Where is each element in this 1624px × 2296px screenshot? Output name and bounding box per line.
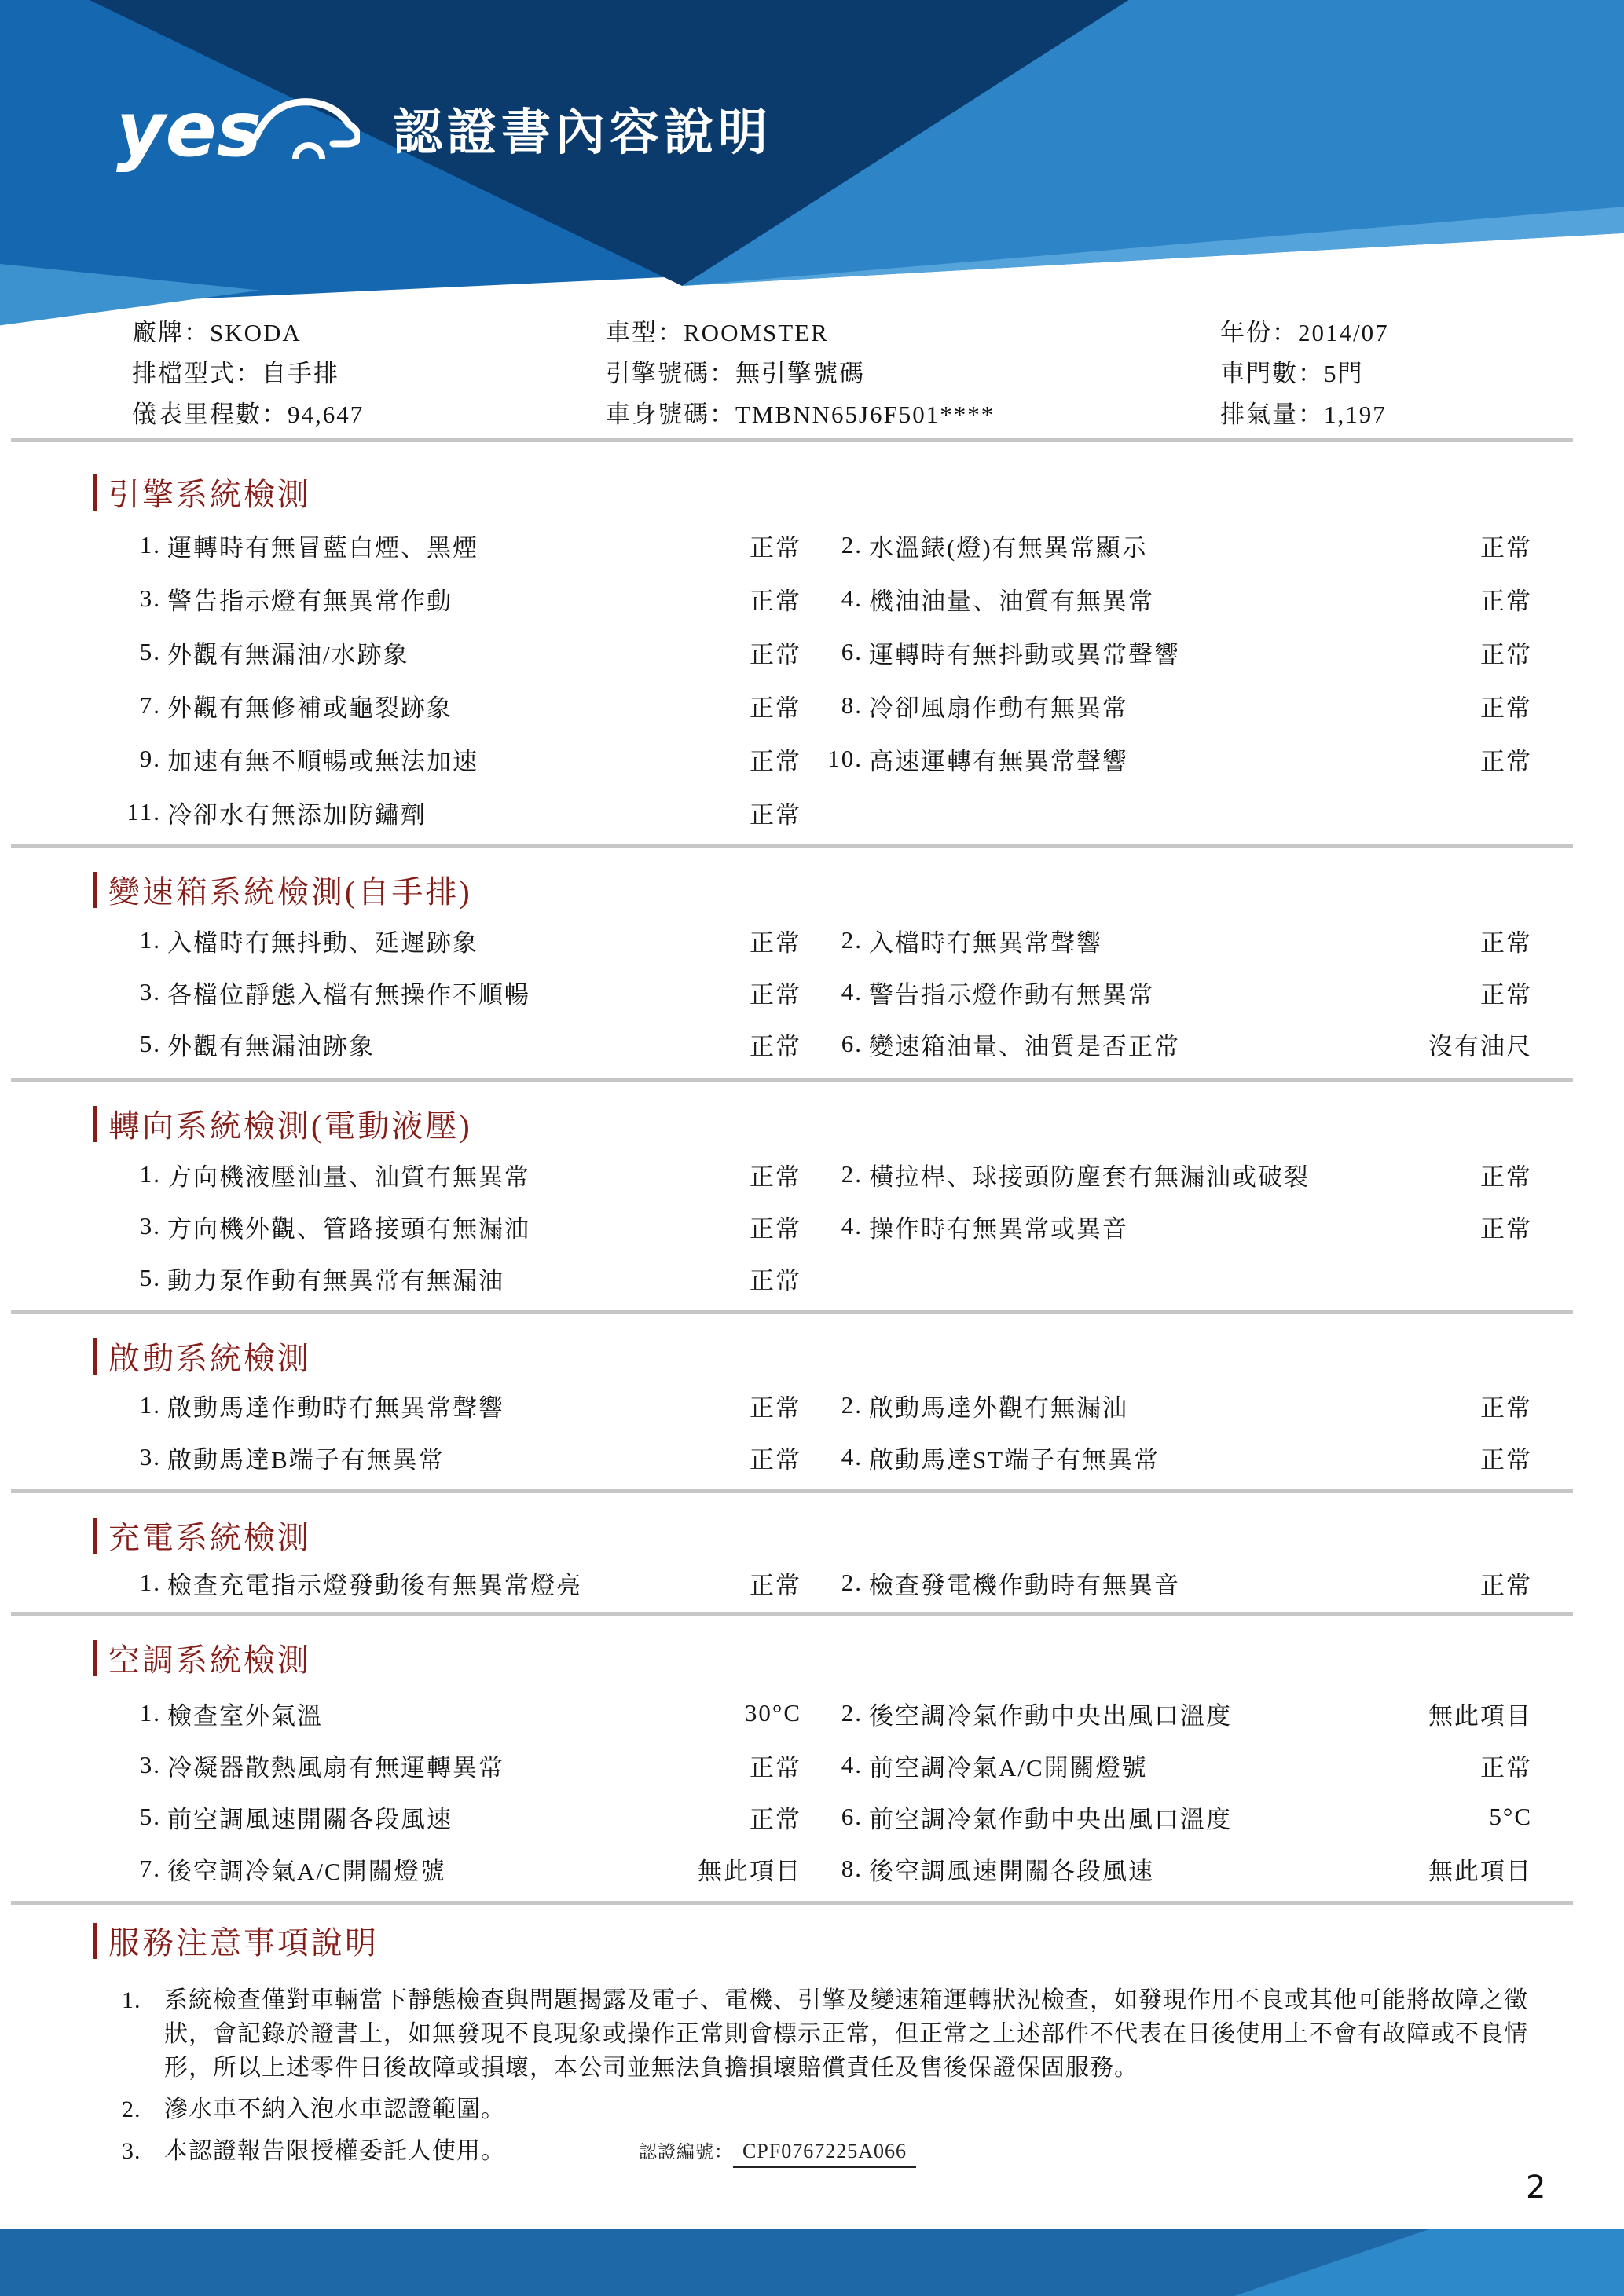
check-row xyxy=(0,966,1624,1018)
check-item-text: 外觀有無修補或龜裂跡象 xyxy=(167,694,453,722)
check-item-text: 變速箱油量、油質是否正常 xyxy=(869,1032,1180,1060)
check-row xyxy=(0,1252,1624,1304)
check-item-text: 啟動馬達外觀有無漏油 xyxy=(869,1393,1128,1422)
check-item-number: 1. xyxy=(139,531,161,558)
check-result: 正常 xyxy=(1480,1753,1532,1782)
check-result: 正常 xyxy=(1480,1571,1532,1599)
check-item-text: 啟動馬達作動時有無異常聲響 xyxy=(167,1393,504,1422)
note-number: 1. xyxy=(122,1987,141,2013)
section-title-text: 充電系統檢測 xyxy=(108,1520,311,1555)
check-item xyxy=(823,1843,1355,1895)
check-item-text: 高速運轉有無異常聲響 xyxy=(869,747,1128,775)
check-item-number: 4. xyxy=(841,1443,863,1470)
check-result: 正常 xyxy=(1480,980,1532,1009)
check-item-number: 6. xyxy=(841,1030,863,1057)
info-儀表里程數: 儀表里程數：94,647 xyxy=(132,401,365,428)
check-result: 正常 xyxy=(750,694,801,722)
check-item-number: 3. xyxy=(139,584,161,612)
section-title-text: 啟動系統檢測 xyxy=(108,1341,311,1376)
check-result: 正常 xyxy=(1480,533,1532,562)
check-item xyxy=(122,679,653,732)
check-row xyxy=(0,732,1624,785)
check-item-text: 後空調冷氣A/C開關燈號 xyxy=(167,1857,446,1885)
check-item xyxy=(122,1252,653,1304)
check-result: 正常 xyxy=(750,1445,801,1474)
check-item-number: 4. xyxy=(841,1751,863,1778)
section-title-text: 引擎系統檢測 xyxy=(108,477,311,512)
check-result: 正常 xyxy=(750,587,801,615)
note-item xyxy=(122,2093,1567,2126)
check-row xyxy=(0,1843,1624,1895)
check-item-text: 啟動馬達B端子有無異常 xyxy=(167,1445,445,1474)
section-title-text: 變速箱系統檢測(自手排) xyxy=(108,874,472,910)
info-車型: 車型：ROOMSTER xyxy=(606,319,829,346)
check-item-number: 4. xyxy=(841,1212,863,1240)
check-item-text: 前空調冷氣A/C開關燈號 xyxy=(869,1753,1148,1782)
section-title xyxy=(93,867,472,912)
section-title-bar xyxy=(93,872,97,908)
check-item-text: 操作時有無異常或異音 xyxy=(869,1214,1128,1243)
section-title-bar xyxy=(93,1338,97,1375)
check-item xyxy=(823,572,1355,625)
check-item xyxy=(122,1739,653,1791)
check-result: 正常 xyxy=(750,800,801,829)
check-result: 正常 xyxy=(750,1571,801,1599)
note-item xyxy=(122,2134,1567,2168)
check-result: 正常 xyxy=(750,1753,801,1782)
check-item-text: 入檔時有無抖動、延遲跡象 xyxy=(167,928,478,957)
check-item-number: 7. xyxy=(139,691,161,719)
check-item-number: 10. xyxy=(827,745,863,772)
info-車身號碼: 車身號碼：TMBNN65J6F501**** xyxy=(606,401,995,428)
check-item-text: 冷卻風扇作動有無異常 xyxy=(869,694,1128,722)
check-item-text: 冷卻水有無添加防鏽劑 xyxy=(167,800,427,829)
check-item xyxy=(122,914,653,966)
check-item-number: 2. xyxy=(841,531,863,558)
check-result: 正常 xyxy=(750,1393,801,1422)
footer-shape-dark xyxy=(0,2229,1624,2296)
car-wheel-icon xyxy=(295,145,322,159)
certification-number-value: CPF0767225A066 xyxy=(733,2137,916,2168)
check-item-text: 動力泵作動有無異常有無漏油 xyxy=(167,1266,504,1294)
check-item-number: 2. xyxy=(841,1699,863,1727)
check-item-number: 6. xyxy=(841,1803,863,1830)
check-item xyxy=(823,732,1355,785)
notes-section-title xyxy=(93,1918,1624,1963)
yes-car-logo xyxy=(116,82,360,174)
check-item xyxy=(823,679,1355,732)
check-item xyxy=(823,1557,1355,1609)
check-result: 正常 xyxy=(750,747,801,775)
section-title-bar xyxy=(93,1518,97,1554)
check-result: 正常 xyxy=(1480,694,1532,722)
check-item-text: 後空調風速開關各段風速 xyxy=(869,1857,1154,1885)
info-年份: 年份：2014/07 xyxy=(1220,319,1389,346)
check-item-number: 11. xyxy=(126,798,161,826)
check-item-number: 5. xyxy=(139,1264,161,1291)
check-item xyxy=(122,625,653,679)
check-item-number: 8. xyxy=(841,691,863,719)
section-title-bar xyxy=(93,1640,97,1676)
section-title-bar xyxy=(93,1106,97,1142)
check-item xyxy=(122,1843,653,1895)
check-result: 無此項目 xyxy=(1428,1857,1532,1885)
check-result: 5°C xyxy=(1489,1803,1532,1830)
section-title-text: 空調系統檢測 xyxy=(108,1642,311,1678)
check-item-text: 前空調冷氣作動中央出風口溫度 xyxy=(869,1805,1232,1833)
check-item-text: 檢查發電機作動時有無異音 xyxy=(869,1571,1180,1599)
info-廠牌: 廠牌：SKODA xyxy=(132,319,302,346)
check-item xyxy=(823,914,1355,966)
check-item-number: 1. xyxy=(139,1160,161,1188)
check-item-text: 方向機外觀、管路接頭有無漏油 xyxy=(167,1214,530,1243)
check-result: 無此項目 xyxy=(1428,1701,1532,1730)
check-item xyxy=(823,1687,1355,1739)
section-title-bar xyxy=(93,474,97,511)
check-item xyxy=(122,966,653,1018)
info-引擎號碼: 引擎號碼：無引擎號碼 xyxy=(606,360,865,387)
check-item-number: 2. xyxy=(841,1160,863,1188)
check-item-number: 1. xyxy=(139,1569,161,1596)
check-item xyxy=(823,1431,1355,1483)
check-row xyxy=(0,1739,1624,1791)
check-item xyxy=(823,966,1355,1018)
page-number: 2 xyxy=(1526,2170,1546,2206)
check-result: 正常 xyxy=(1480,1214,1532,1243)
check-item xyxy=(122,1431,653,1483)
check-item-number: 1. xyxy=(139,1391,161,1419)
check-item-number: 3. xyxy=(139,1212,161,1240)
check-item xyxy=(823,1379,1355,1431)
check-item-number: 6. xyxy=(841,638,863,665)
certification-number-block xyxy=(639,2134,916,2168)
check-item-number: 3. xyxy=(139,1443,161,1470)
check-item-number: 5. xyxy=(139,1030,161,1057)
check-item-number: 7. xyxy=(139,1855,161,1882)
check-item-text: 檢查室外氣溫 xyxy=(167,1701,323,1730)
check-result: 正常 xyxy=(750,928,801,957)
check-item-text: 水溫錶(燈)有無異常顯示 xyxy=(869,533,1148,562)
check-item-number: 3. xyxy=(139,978,161,1005)
check-item-number: 2. xyxy=(841,1569,863,1596)
check-result: 正常 xyxy=(1480,747,1532,775)
logo-text: yes xyxy=(116,86,262,174)
check-result: 正常 xyxy=(1480,928,1532,957)
check-row xyxy=(0,679,1624,732)
check-item xyxy=(122,732,653,785)
check-result: 正常 xyxy=(750,1163,801,1191)
check-item-number: 1. xyxy=(139,926,161,954)
car-outline-icon xyxy=(256,102,358,144)
check-item-text: 啟動馬達ST端子有無異常 xyxy=(869,1445,1160,1474)
check-result: 無此項目 xyxy=(698,1857,801,1885)
info-排氣量: 排氣量：1,197 xyxy=(1220,401,1387,428)
check-item xyxy=(122,1148,653,1200)
note-text: 滲水車不納入泡水車認證範圍。 xyxy=(164,2096,505,2122)
note-text: 系統檢查僅對車輛當下靜態檢查與問題揭露及電子、電機、引擎及變速箱運轉狀況檢查，如發現作用不良或其他可能將故障之徵狀，會記錄於證書上，如無發現不良現象或操作正常則會標示正常，但正常之上述部件不代表在日後使用上不會有故障或不良情形，所以上述零件日後故障或損壞，本公司並無法負擔損壞賠償責任及售後保證保固服務。 xyxy=(164,1987,1528,2081)
check-item xyxy=(823,625,1355,679)
check-result: 正常 xyxy=(750,1214,801,1243)
check-row xyxy=(0,914,1624,966)
check-item-text: 外觀有無漏油/水跡象 xyxy=(167,640,409,668)
check-result: 30°C xyxy=(744,1699,801,1727)
section-divider xyxy=(11,1310,1573,1314)
check-item xyxy=(823,1200,1355,1252)
check-item xyxy=(823,1148,1355,1200)
note-number: 2. xyxy=(122,2096,141,2122)
check-row xyxy=(0,518,1624,572)
check-result: 正常 xyxy=(1480,1163,1532,1191)
check-row xyxy=(0,1148,1624,1200)
section-divider xyxy=(11,1078,1573,1082)
certification-number-label: 認證編號： xyxy=(639,2142,733,2162)
check-result: 正常 xyxy=(750,1266,801,1294)
info-排檔型式: 排檔型式：自手排 xyxy=(132,360,339,387)
check-item-text: 加速有無不順暢或無法加速 xyxy=(167,747,478,775)
check-result: 正常 xyxy=(1480,587,1532,615)
section-title xyxy=(93,470,311,514)
check-item-text: 警告指示燈作動有無異常 xyxy=(869,980,1154,1009)
section-title xyxy=(93,1101,472,1146)
section-divider xyxy=(11,1612,1573,1616)
check-item-number: 3. xyxy=(139,1751,161,1778)
check-item-number: 1. xyxy=(139,1699,161,1727)
check-row xyxy=(0,1379,1624,1431)
section-divider xyxy=(11,1489,1573,1493)
check-item xyxy=(122,518,653,572)
check-item-text: 運轉時有無抖動或異常聲響 xyxy=(869,640,1180,668)
check-row xyxy=(0,625,1624,679)
check-result: 正常 xyxy=(750,1805,801,1833)
check-item-text: 方向機液壓油量、油質有無異常 xyxy=(167,1163,530,1191)
check-item xyxy=(122,785,653,839)
check-item xyxy=(122,1200,653,1252)
check-item xyxy=(122,572,653,625)
check-row xyxy=(0,785,1624,839)
check-item xyxy=(122,1018,653,1070)
check-item-text: 運轉時有無冒藍白煙、黑煙 xyxy=(167,533,478,562)
check-item-number: 4. xyxy=(841,978,863,1005)
check-row xyxy=(0,1200,1624,1252)
check-row xyxy=(0,1431,1624,1483)
note-text: 本認證報告限授權委託人使用。 xyxy=(164,2138,505,2164)
section-divider xyxy=(11,438,1573,442)
check-item-number: 9. xyxy=(139,745,161,772)
note-item xyxy=(122,1983,1567,2085)
check-item xyxy=(122,1791,653,1843)
info-車門數: 車門數：5門 xyxy=(1220,360,1364,387)
check-item-text: 後空調冷氣作動中央出風口溫度 xyxy=(869,1701,1232,1730)
section-divider xyxy=(11,1901,1573,1905)
check-row xyxy=(0,1018,1624,1070)
check-row xyxy=(0,1687,1624,1739)
check-result: 正常 xyxy=(1480,1393,1532,1422)
check-item xyxy=(122,1687,653,1739)
notes-title-text: 服務注意事項說明 xyxy=(108,1925,379,1961)
section-title xyxy=(93,1513,311,1558)
check-row xyxy=(0,572,1624,625)
check-item-text: 警告指示燈有無異常作動 xyxy=(167,587,453,615)
check-item xyxy=(122,1557,653,1609)
note-number: 3. xyxy=(122,2138,141,2164)
section-title xyxy=(93,1334,311,1379)
check-item-number: 8. xyxy=(841,1855,863,1882)
brand-block xyxy=(116,82,772,174)
check-item-text: 橫拉桿、球接頭防塵套有無漏油或破裂 xyxy=(869,1163,1310,1191)
check-item-text: 機油油量、油質有無異常 xyxy=(869,587,1154,615)
check-item xyxy=(823,518,1355,572)
check-item-text: 各檔位靜態入檔有無操作不順暢 xyxy=(167,980,530,1009)
check-result: 正常 xyxy=(750,980,801,1009)
notes-list xyxy=(0,1983,1624,2168)
check-item-number: 5. xyxy=(139,1803,161,1830)
check-row xyxy=(0,1791,1624,1843)
check-result: 正常 xyxy=(750,533,801,562)
check-item-text: 檢查充電指示燈發動後有無異常燈亮 xyxy=(167,1571,582,1599)
check-item-text: 冷凝器散熱風扇有無運轉異常 xyxy=(167,1753,504,1782)
check-item xyxy=(122,1379,653,1431)
footer-banner xyxy=(0,2229,1624,2296)
section-title-text: 轉向系統檢測(電動液壓) xyxy=(108,1108,472,1144)
check-item-number: 2. xyxy=(841,926,863,954)
section-divider xyxy=(11,844,1573,848)
check-item-number: 2. xyxy=(841,1391,863,1419)
check-result: 正常 xyxy=(1480,1445,1532,1474)
page-title: 認證書內容說明 xyxy=(393,103,772,161)
check-result: 正常 xyxy=(750,1032,801,1060)
service-notes xyxy=(0,1918,1624,2176)
check-item xyxy=(823,1791,1355,1843)
check-item-text: 前空調風速開關各段風速 xyxy=(167,1805,453,1833)
section-title-bar xyxy=(93,1923,97,1959)
check-row xyxy=(0,1557,1624,1609)
check-item xyxy=(823,1018,1355,1070)
check-item-text: 入檔時有無異常聲響 xyxy=(869,928,1102,957)
check-result: 沒有油尺 xyxy=(1428,1032,1532,1060)
check-item-text: 外觀有無漏油跡象 xyxy=(167,1032,375,1060)
check-item xyxy=(823,1739,1355,1791)
check-item-number: 5. xyxy=(139,638,161,665)
check-result: 正常 xyxy=(750,640,801,668)
check-item-number: 4. xyxy=(841,584,863,612)
section-title xyxy=(93,1635,311,1680)
check-result: 正常 xyxy=(1480,640,1532,668)
